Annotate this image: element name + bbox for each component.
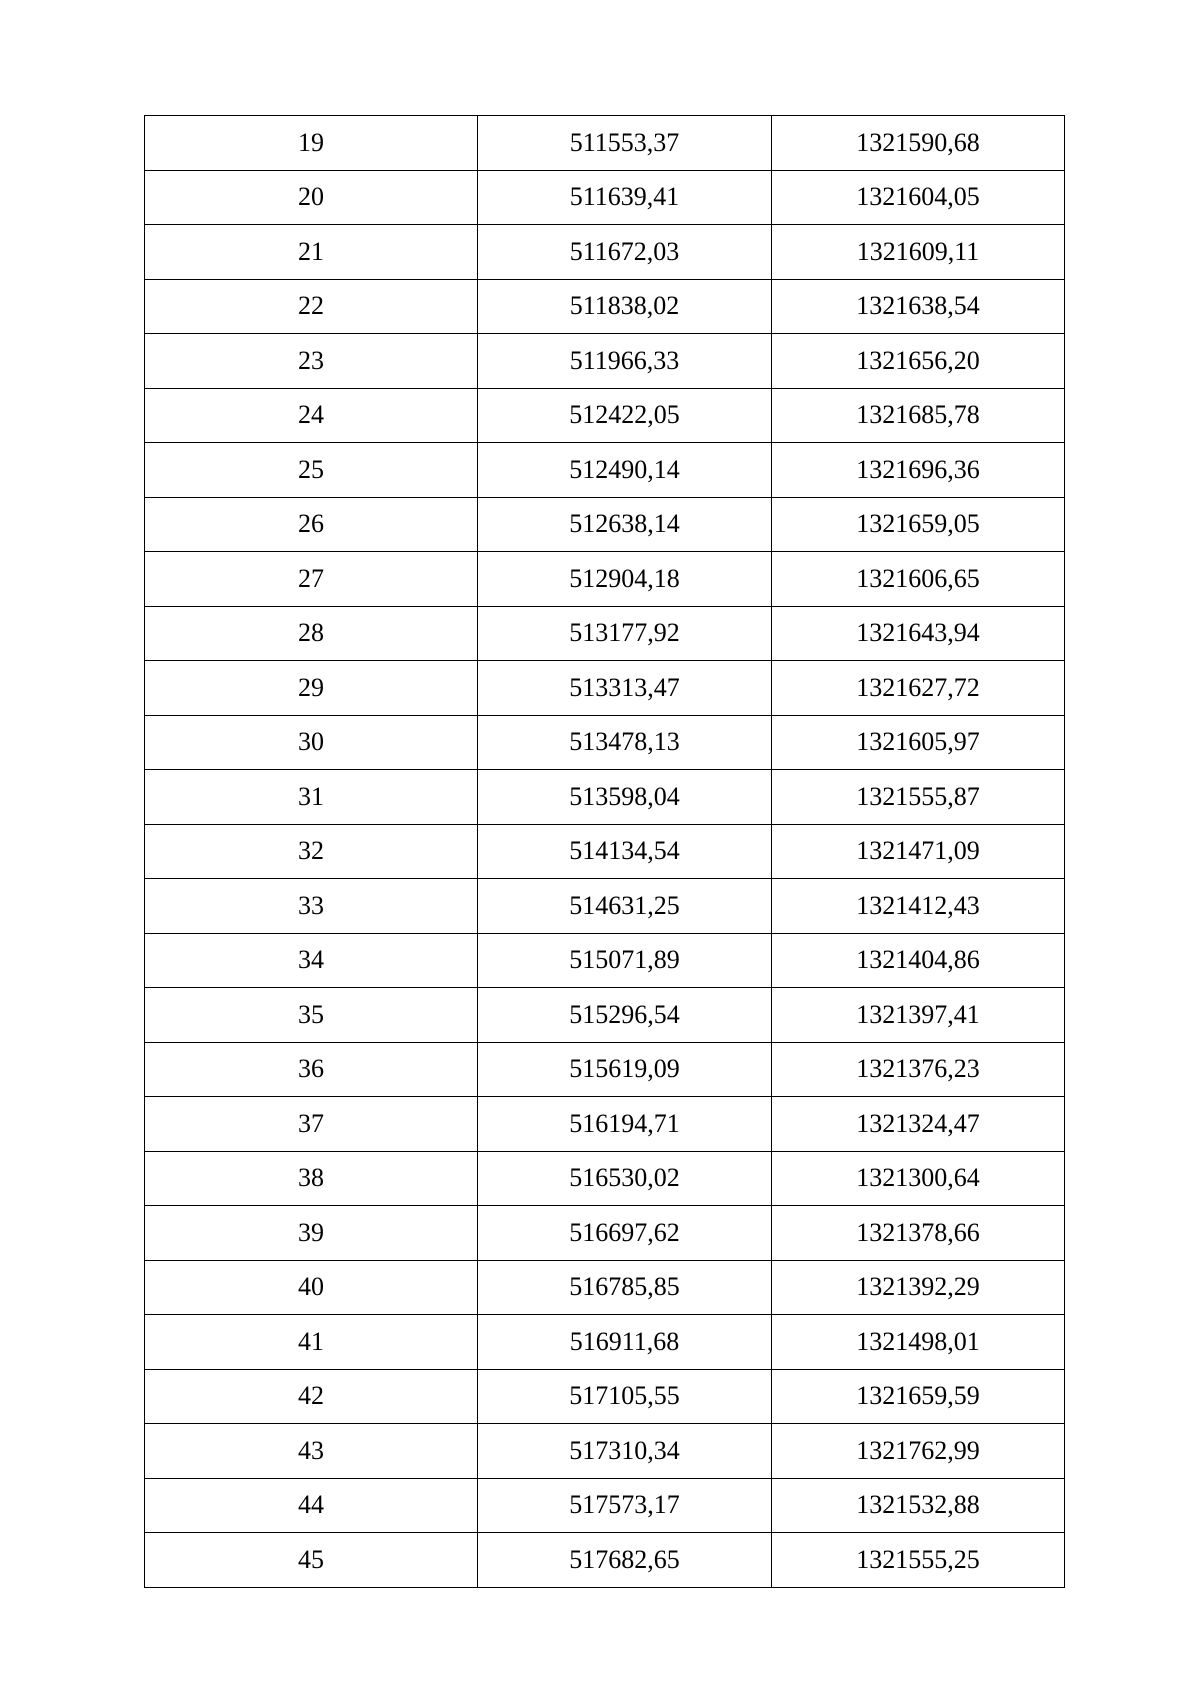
y-coordinate-cell: 1321685,78 bbox=[772, 388, 1065, 443]
table-row bbox=[145, 824, 1065, 879]
table-row bbox=[145, 661, 1065, 716]
point-number-cell: 38 bbox=[145, 1151, 478, 1206]
x-coordinate-cell: 514631,25 bbox=[478, 879, 772, 934]
table-row bbox=[145, 988, 1065, 1043]
point-number-cell: 31 bbox=[145, 770, 478, 825]
table-row bbox=[145, 770, 1065, 825]
y-coordinate-cell: 1321604,05 bbox=[772, 170, 1065, 225]
x-coordinate-cell: 515619,09 bbox=[478, 1042, 772, 1097]
table-row bbox=[145, 552, 1065, 607]
point-number-cell: 34 bbox=[145, 933, 478, 988]
y-coordinate-cell: 1321606,65 bbox=[772, 552, 1065, 607]
x-coordinate-cell: 515296,54 bbox=[478, 988, 772, 1043]
y-coordinate-cell: 1321555,87 bbox=[772, 770, 1065, 825]
point-number-cell: 23 bbox=[145, 334, 478, 389]
y-coordinate-cell: 1321643,94 bbox=[772, 606, 1065, 661]
y-coordinate-cell: 1321696,36 bbox=[772, 443, 1065, 498]
point-number-cell: 42 bbox=[145, 1369, 478, 1424]
table-row bbox=[145, 1424, 1065, 1479]
point-number-cell: 24 bbox=[145, 388, 478, 443]
point-number-cell: 33 bbox=[145, 879, 478, 934]
y-coordinate-cell: 1321397,41 bbox=[772, 988, 1065, 1043]
table-row bbox=[145, 1369, 1065, 1424]
point-number-cell: 19 bbox=[145, 116, 478, 171]
point-number-cell: 30 bbox=[145, 715, 478, 770]
table-row bbox=[145, 334, 1065, 389]
x-coordinate-cell: 511639,41 bbox=[478, 170, 772, 225]
y-coordinate-cell: 1321378,66 bbox=[772, 1206, 1065, 1261]
x-coordinate-cell: 516530,02 bbox=[478, 1151, 772, 1206]
x-coordinate-cell: 516785,85 bbox=[478, 1260, 772, 1315]
table-row bbox=[145, 1151, 1065, 1206]
y-coordinate-cell: 1321532,88 bbox=[772, 1478, 1065, 1533]
table-row bbox=[145, 443, 1065, 498]
y-coordinate-cell: 1321638,54 bbox=[772, 279, 1065, 334]
x-coordinate-cell: 511838,02 bbox=[478, 279, 772, 334]
x-coordinate-cell: 513478,13 bbox=[478, 715, 772, 770]
point-number-cell: 39 bbox=[145, 1206, 478, 1261]
point-number-cell: 44 bbox=[145, 1478, 478, 1533]
x-coordinate-cell: 513177,92 bbox=[478, 606, 772, 661]
table-row bbox=[145, 1315, 1065, 1370]
y-coordinate-cell: 1321659,59 bbox=[772, 1369, 1065, 1424]
y-coordinate-cell: 1321555,25 bbox=[772, 1533, 1065, 1588]
x-coordinate-cell: 512490,14 bbox=[478, 443, 772, 498]
point-number-cell: 22 bbox=[145, 279, 478, 334]
table-row bbox=[145, 1206, 1065, 1261]
x-coordinate-cell: 514134,54 bbox=[478, 824, 772, 879]
x-coordinate-cell: 517682,65 bbox=[478, 1533, 772, 1588]
x-coordinate-cell: 512904,18 bbox=[478, 552, 772, 607]
point-number-cell: 32 bbox=[145, 824, 478, 879]
x-coordinate-cell: 511672,03 bbox=[478, 225, 772, 280]
y-coordinate-cell: 1321471,09 bbox=[772, 824, 1065, 879]
table-row bbox=[145, 1097, 1065, 1152]
y-coordinate-cell: 1321590,68 bbox=[772, 116, 1065, 171]
point-number-cell: 36 bbox=[145, 1042, 478, 1097]
coordinates-table-body bbox=[145, 116, 1065, 1588]
x-coordinate-cell: 512422,05 bbox=[478, 388, 772, 443]
table-row bbox=[145, 1260, 1065, 1315]
table-row bbox=[145, 116, 1065, 171]
table-row bbox=[145, 1533, 1065, 1588]
x-coordinate-cell: 511966,33 bbox=[478, 334, 772, 389]
point-number-cell: 28 bbox=[145, 606, 478, 661]
y-coordinate-cell: 1321656,20 bbox=[772, 334, 1065, 389]
table-row bbox=[145, 388, 1065, 443]
table-row bbox=[145, 1478, 1065, 1533]
x-coordinate-cell: 511553,37 bbox=[478, 116, 772, 171]
y-coordinate-cell: 1321324,47 bbox=[772, 1097, 1065, 1152]
point-number-cell: 25 bbox=[145, 443, 478, 498]
y-coordinate-cell: 1321404,86 bbox=[772, 933, 1065, 988]
y-coordinate-cell: 1321300,64 bbox=[772, 1151, 1065, 1206]
point-number-cell: 29 bbox=[145, 661, 478, 716]
table-row bbox=[145, 933, 1065, 988]
y-coordinate-cell: 1321659,05 bbox=[772, 497, 1065, 552]
y-coordinate-cell: 1321605,97 bbox=[772, 715, 1065, 770]
x-coordinate-cell: 517573,17 bbox=[478, 1478, 772, 1533]
table-row bbox=[145, 225, 1065, 280]
table-row bbox=[145, 279, 1065, 334]
y-coordinate-cell: 1321762,99 bbox=[772, 1424, 1065, 1479]
point-number-cell: 20 bbox=[145, 170, 478, 225]
y-coordinate-cell: 1321412,43 bbox=[772, 879, 1065, 934]
table-row bbox=[145, 879, 1065, 934]
x-coordinate-cell: 513313,47 bbox=[478, 661, 772, 716]
point-number-cell: 35 bbox=[145, 988, 478, 1043]
x-coordinate-cell: 513598,04 bbox=[478, 770, 772, 825]
x-coordinate-cell: 512638,14 bbox=[478, 497, 772, 552]
point-number-cell: 37 bbox=[145, 1097, 478, 1152]
point-number-cell: 43 bbox=[145, 1424, 478, 1479]
point-number-cell: 21 bbox=[145, 225, 478, 280]
table-row bbox=[145, 1042, 1065, 1097]
point-number-cell: 27 bbox=[145, 552, 478, 607]
x-coordinate-cell: 517105,55 bbox=[478, 1369, 772, 1424]
table-row bbox=[145, 497, 1065, 552]
x-coordinate-cell: 516911,68 bbox=[478, 1315, 772, 1370]
x-coordinate-cell: 516697,62 bbox=[478, 1206, 772, 1261]
point-number-cell: 26 bbox=[145, 497, 478, 552]
table-row bbox=[145, 606, 1065, 661]
y-coordinate-cell: 1321498,01 bbox=[772, 1315, 1065, 1370]
point-number-cell: 40 bbox=[145, 1260, 478, 1315]
x-coordinate-cell: 515071,89 bbox=[478, 933, 772, 988]
y-coordinate-cell: 1321376,23 bbox=[772, 1042, 1065, 1097]
point-number-cell: 45 bbox=[145, 1533, 478, 1588]
x-coordinate-cell: 516194,71 bbox=[478, 1097, 772, 1152]
y-coordinate-cell: 1321609,11 bbox=[772, 225, 1065, 280]
x-coordinate-cell: 517310,34 bbox=[478, 1424, 772, 1479]
y-coordinate-cell: 1321392,29 bbox=[772, 1260, 1065, 1315]
coordinates-table bbox=[144, 115, 1065, 1588]
point-number-cell: 41 bbox=[145, 1315, 478, 1370]
table-row bbox=[145, 715, 1065, 770]
y-coordinate-cell: 1321627,72 bbox=[772, 661, 1065, 716]
table-row bbox=[145, 170, 1065, 225]
